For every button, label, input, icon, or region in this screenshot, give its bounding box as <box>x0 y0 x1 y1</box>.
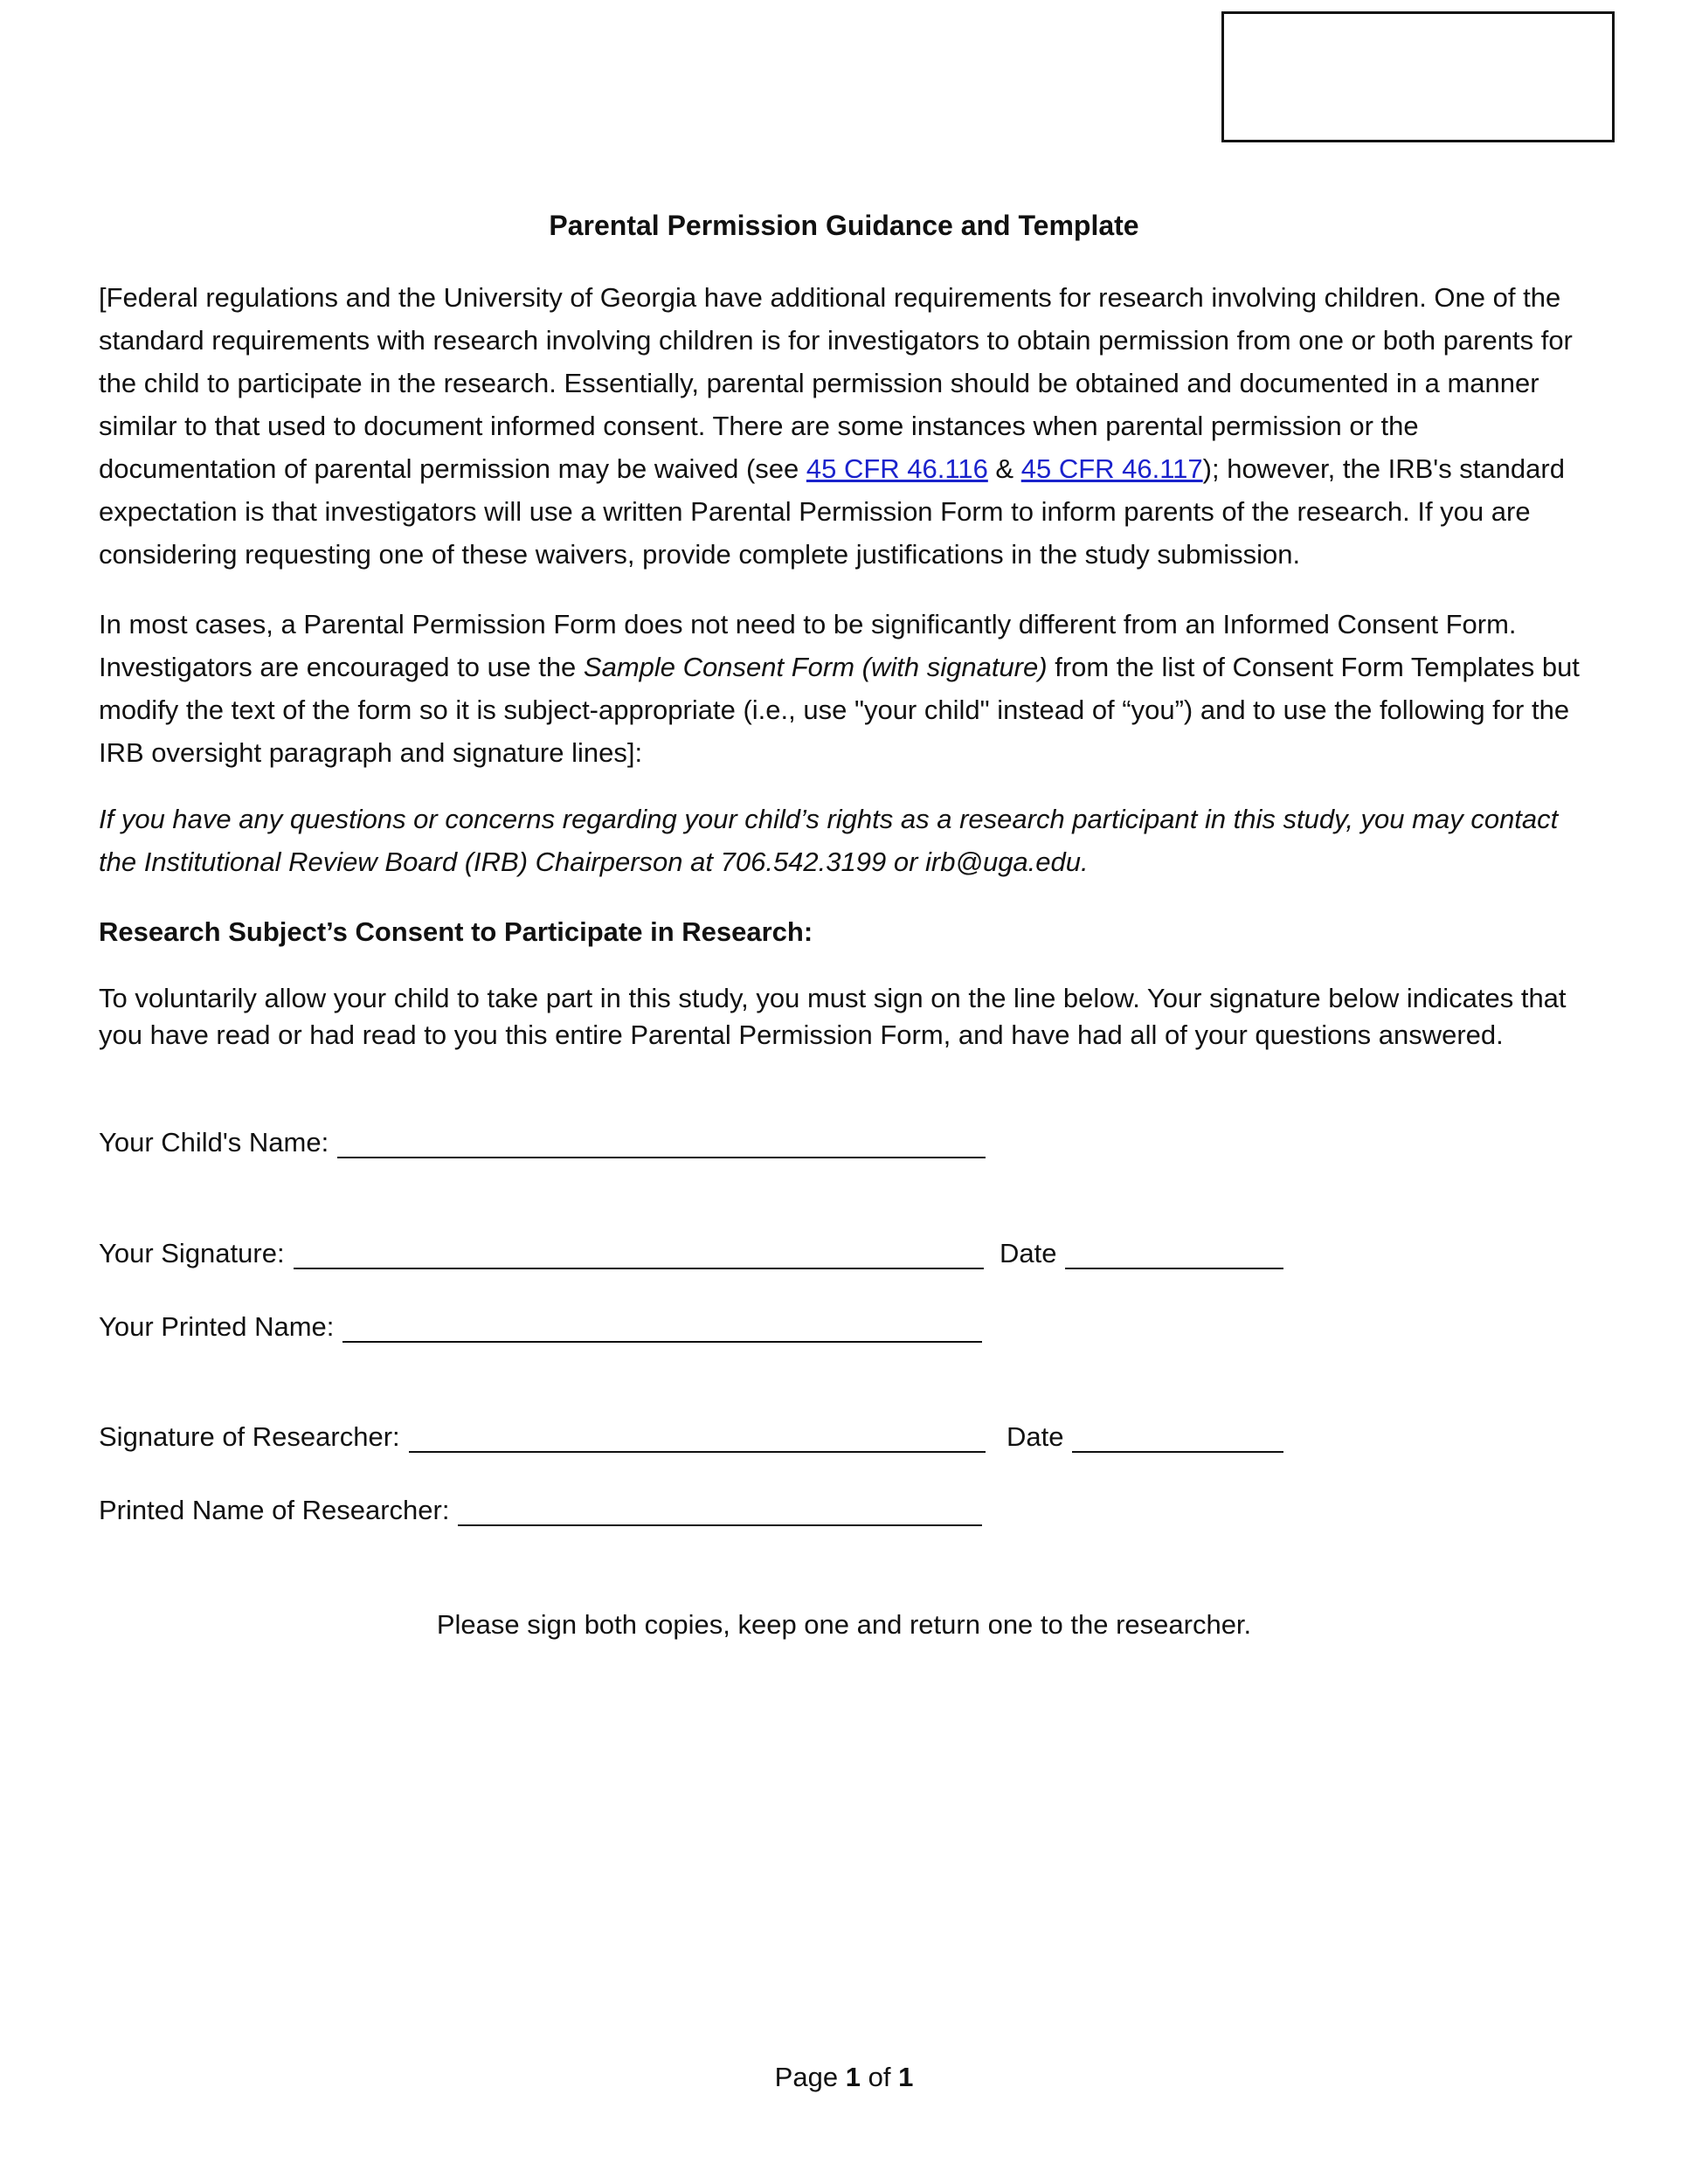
intro-text-2: ); however, the IRB's standard expectation is that investigators will use a written Parental Permission Form to inform parents of the research. If you are considering requesting one of these waivers, provide complete justifications in the study submission. <box>99 453 1565 570</box>
guidance-text-1: In most cases, a Parental Permission Form does not need to be significantly different from an Informed Consent Form. Investigators are encouraged to use the <box>99 609 1517 682</box>
printed-name-label: Your Printed Name: <box>99 1311 335 1342</box>
researcher-printed-name-line[interactable] <box>458 1498 982 1526</box>
child-name-line[interactable] <box>337 1130 986 1158</box>
researcher-date-field[interactable] <box>1007 1421 1283 1453</box>
approval-stamp-box <box>1221 11 1615 142</box>
link-45-cfr-46-117[interactable]: 45 CFR 46.117 <box>1020 453 1203 484</box>
printed-name-line[interactable] <box>342 1315 982 1343</box>
page-title: Parental Permission Guidance and Template <box>549 210 1139 241</box>
intro-paragraph <box>99 276 1593 576</box>
researcher-signature-line[interactable] <box>409 1425 986 1453</box>
ampersand: & <box>987 453 1021 484</box>
return-instructions: Please sign both copies, keep one and return one to the researcher. <box>436 1609 1252 1640</box>
guidance-text-2: from the list of Consent Form Templates but modify the text of the form so it is subject-appropriate (i.e., use "your child" instead of “you”) and to use the following for the IRB oversight paragraph and signature lines]: <box>99 652 1580 768</box>
date-label: Date <box>1007 1421 1064 1452</box>
signature-line[interactable] <box>294 1241 984 1269</box>
signature-date-field[interactable] <box>1000 1238 1283 1269</box>
page-number <box>0 2062 1688 2093</box>
researcher-date-line[interactable] <box>1072 1425 1283 1453</box>
child-name-label: Your Child's Name: <box>99 1127 329 1158</box>
researcher-printed-name-label: Printed Name of Researcher: <box>99 1495 450 1525</box>
page-total: 1 <box>898 2062 914 2092</box>
printed-name-field[interactable] <box>99 1311 982 1343</box>
signature-date-line[interactable] <box>1065 1241 1283 1269</box>
date-label: Date <box>1000 1238 1057 1268</box>
page-label: Page <box>774 2062 839 2092</box>
researcher-printed-name-field[interactable] <box>99 1495 982 1526</box>
researcher-signature-field[interactable] <box>99 1421 986 1453</box>
researcher-signature-label: Signature of Researcher: <box>99 1421 400 1452</box>
consent-paragraph: To voluntarily allow your child to take part in this study, you must sign on the line below. Your signature below indicates that you have read or had read to you this entire Parental Permission Form, and have had all of your questions answered. <box>99 983 1567 1050</box>
consent-heading: Research Subject’s Consent to Participate in Research: <box>99 916 813 947</box>
signature-field[interactable] <box>99 1238 984 1269</box>
page-current: 1 <box>845 2062 861 2092</box>
child-name-field[interactable] <box>99 1127 986 1158</box>
page-of: of <box>868 2062 891 2092</box>
intro-text-1: [Federal regulations and the University of Georgia have additional requirements for research involving children. One of the standard requirements with research involving children is for investigators to obtain permission from one or both parents for the child to participate in the research. Essentially, parental permission should be obtained and documented in a manner similar to that used to document informed consent. There are some instances when parental permission or the documentation of parental permission may be waived (see <box>99 282 1573 484</box>
link-45-cfr-46-116[interactable]: 45 CFR 46.116 <box>806 453 988 484</box>
signature-label: Your Signature: <box>99 1238 285 1268</box>
irb-oversight-paragraph: If you have any questions or concerns regarding your child’s rights as a research participant in this study, you may contact the Institutional Review Board (IRB) Chairperson at 706.542.3199 or irb@uga.edu. <box>99 804 1559 877</box>
sample-form-title: Sample Consent Form (with signature) <box>583 652 1048 682</box>
guidance-paragraph <box>99 603 1593 774</box>
